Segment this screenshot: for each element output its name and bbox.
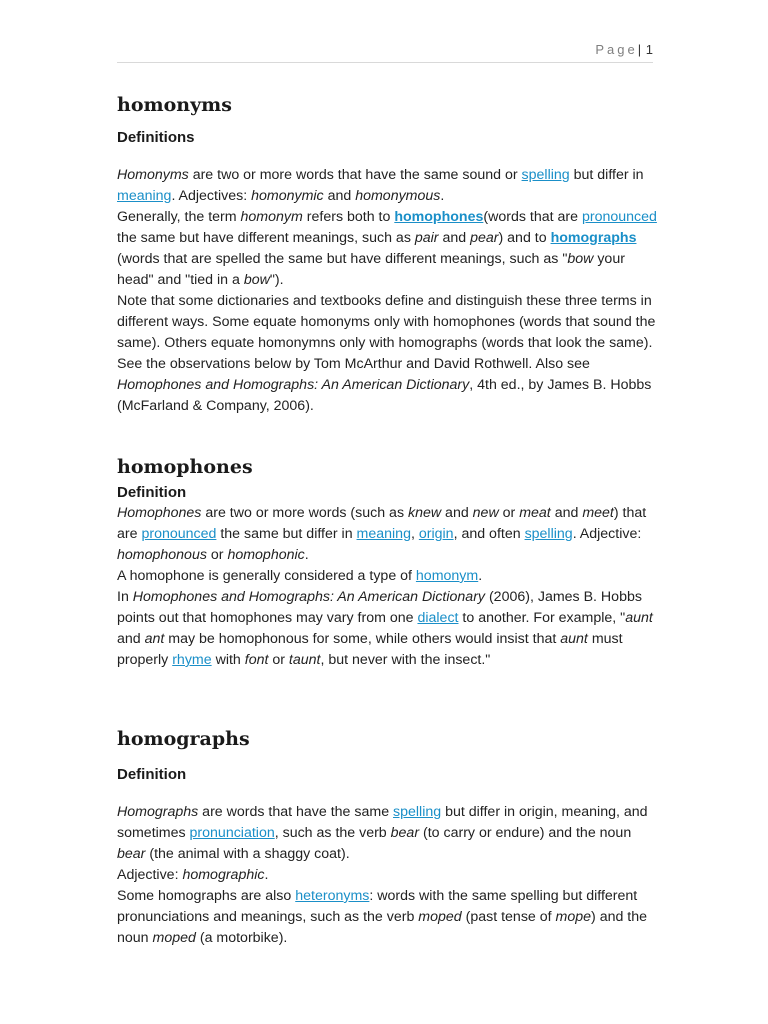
paragraph: Generally, the term homonym refers both to homophones(words that are pronounced the same but have different meanings, such as pair and pear) and to homographs (words that are spelled the same but have different meanings, such as "bow your head" and "tied in a bow"). — [117, 209, 657, 288]
paragraph: Homonyms are two or more words that have the same sound or spelling but differ in meaning. Adjectives: homonymic and homonymous. — [117, 167, 644, 204]
link-heteronyms[interactable]: heteronyms — [295, 888, 370, 904]
section-subtitle: Definitions — [117, 129, 195, 146]
section-homonyms — [117, 90, 657, 417]
paragraph: In Homophones and Homographs: An American Dictionary (2006), James B. Hobbs points out that homophones may vary from one dialect to another. For example, "aunt and ant may be homophonous for some, while others would insist that aunt must properly rhyme with font or taunt, but never with the insect." — [117, 589, 653, 668]
link-spelling[interactable]: spelling — [521, 167, 570, 183]
paragraph: Homographs are words that have the same spelling but differ in origin, meaning, and sometimes pronunciation, such as the verb bear (to carry or endure) and the noun bear (the animal with a shaggy coat). — [117, 804, 648, 862]
section-subtitle: Definition — [117, 766, 187, 783]
paragraph: Note that some dictionaries and textbooks define and distinguish these three terms in different ways. Some equate homonyms only with homophones (words that sound the same). Others equate homonymns only with homographs (words that look the same). See the observations below by Tom McArthur and David Rothwell. Also see Homophones and Homographs: An American Dictionary, 4th ed., by James B. Hobbs (McFarland & Company, 2006). — [117, 293, 656, 414]
link-homonym[interactable]: homonym — [415, 568, 479, 584]
section-title: homonyms — [117, 94, 232, 116]
link-pronunciation[interactable]: pronunciation — [189, 825, 275, 841]
link-homographs[interactable]: homographs — [550, 230, 637, 246]
link-homophones[interactable]: homophones — [394, 209, 484, 225]
link-pronounced[interactable]: pronounced — [581, 209, 657, 225]
page-header — [117, 42, 653, 63]
link-spelling[interactable]: spelling — [393, 804, 442, 820]
section-title: homophones — [117, 456, 253, 478]
link-pronounced[interactable]: pronounced — [141, 526, 217, 542]
paragraph: Adjective: homographic. — [117, 867, 269, 883]
paragraph: Some homographs are also heteronyms: words with the same spelling but different pronunciations and meanings, such as the verb moped (past tense of mope) and the noun moped (a motorbike). — [117, 888, 648, 946]
paragraph: Homophones are two or more words (such as knew and new or meat and meet) that are pronounced the same but differ in meaning, origin, and often spelling. Adjective: homophonous or homophonic. — [117, 505, 647, 563]
paragraph: A homophone is generally considered a type of homonym. — [117, 568, 483, 584]
section-homographs — [117, 724, 657, 949]
section-title: homographs — [117, 728, 250, 750]
page-number: 1 — [645, 42, 653, 57]
page-label: Page — [595, 42, 638, 57]
page-separator: | — [637, 42, 642, 57]
link-rhyme[interactable]: rhyme — [172, 652, 212, 668]
section-homophones — [117, 452, 657, 671]
link-origin[interactable]: origin — [418, 526, 454, 542]
link-meaning[interactable]: meaning — [117, 188, 172, 204]
link-meaning[interactable]: meaning — [356, 526, 411, 542]
link-dialect[interactable]: dialect — [417, 610, 459, 626]
section-subtitle: Definition — [117, 484, 187, 501]
link-spelling[interactable]: spelling — [524, 526, 573, 542]
